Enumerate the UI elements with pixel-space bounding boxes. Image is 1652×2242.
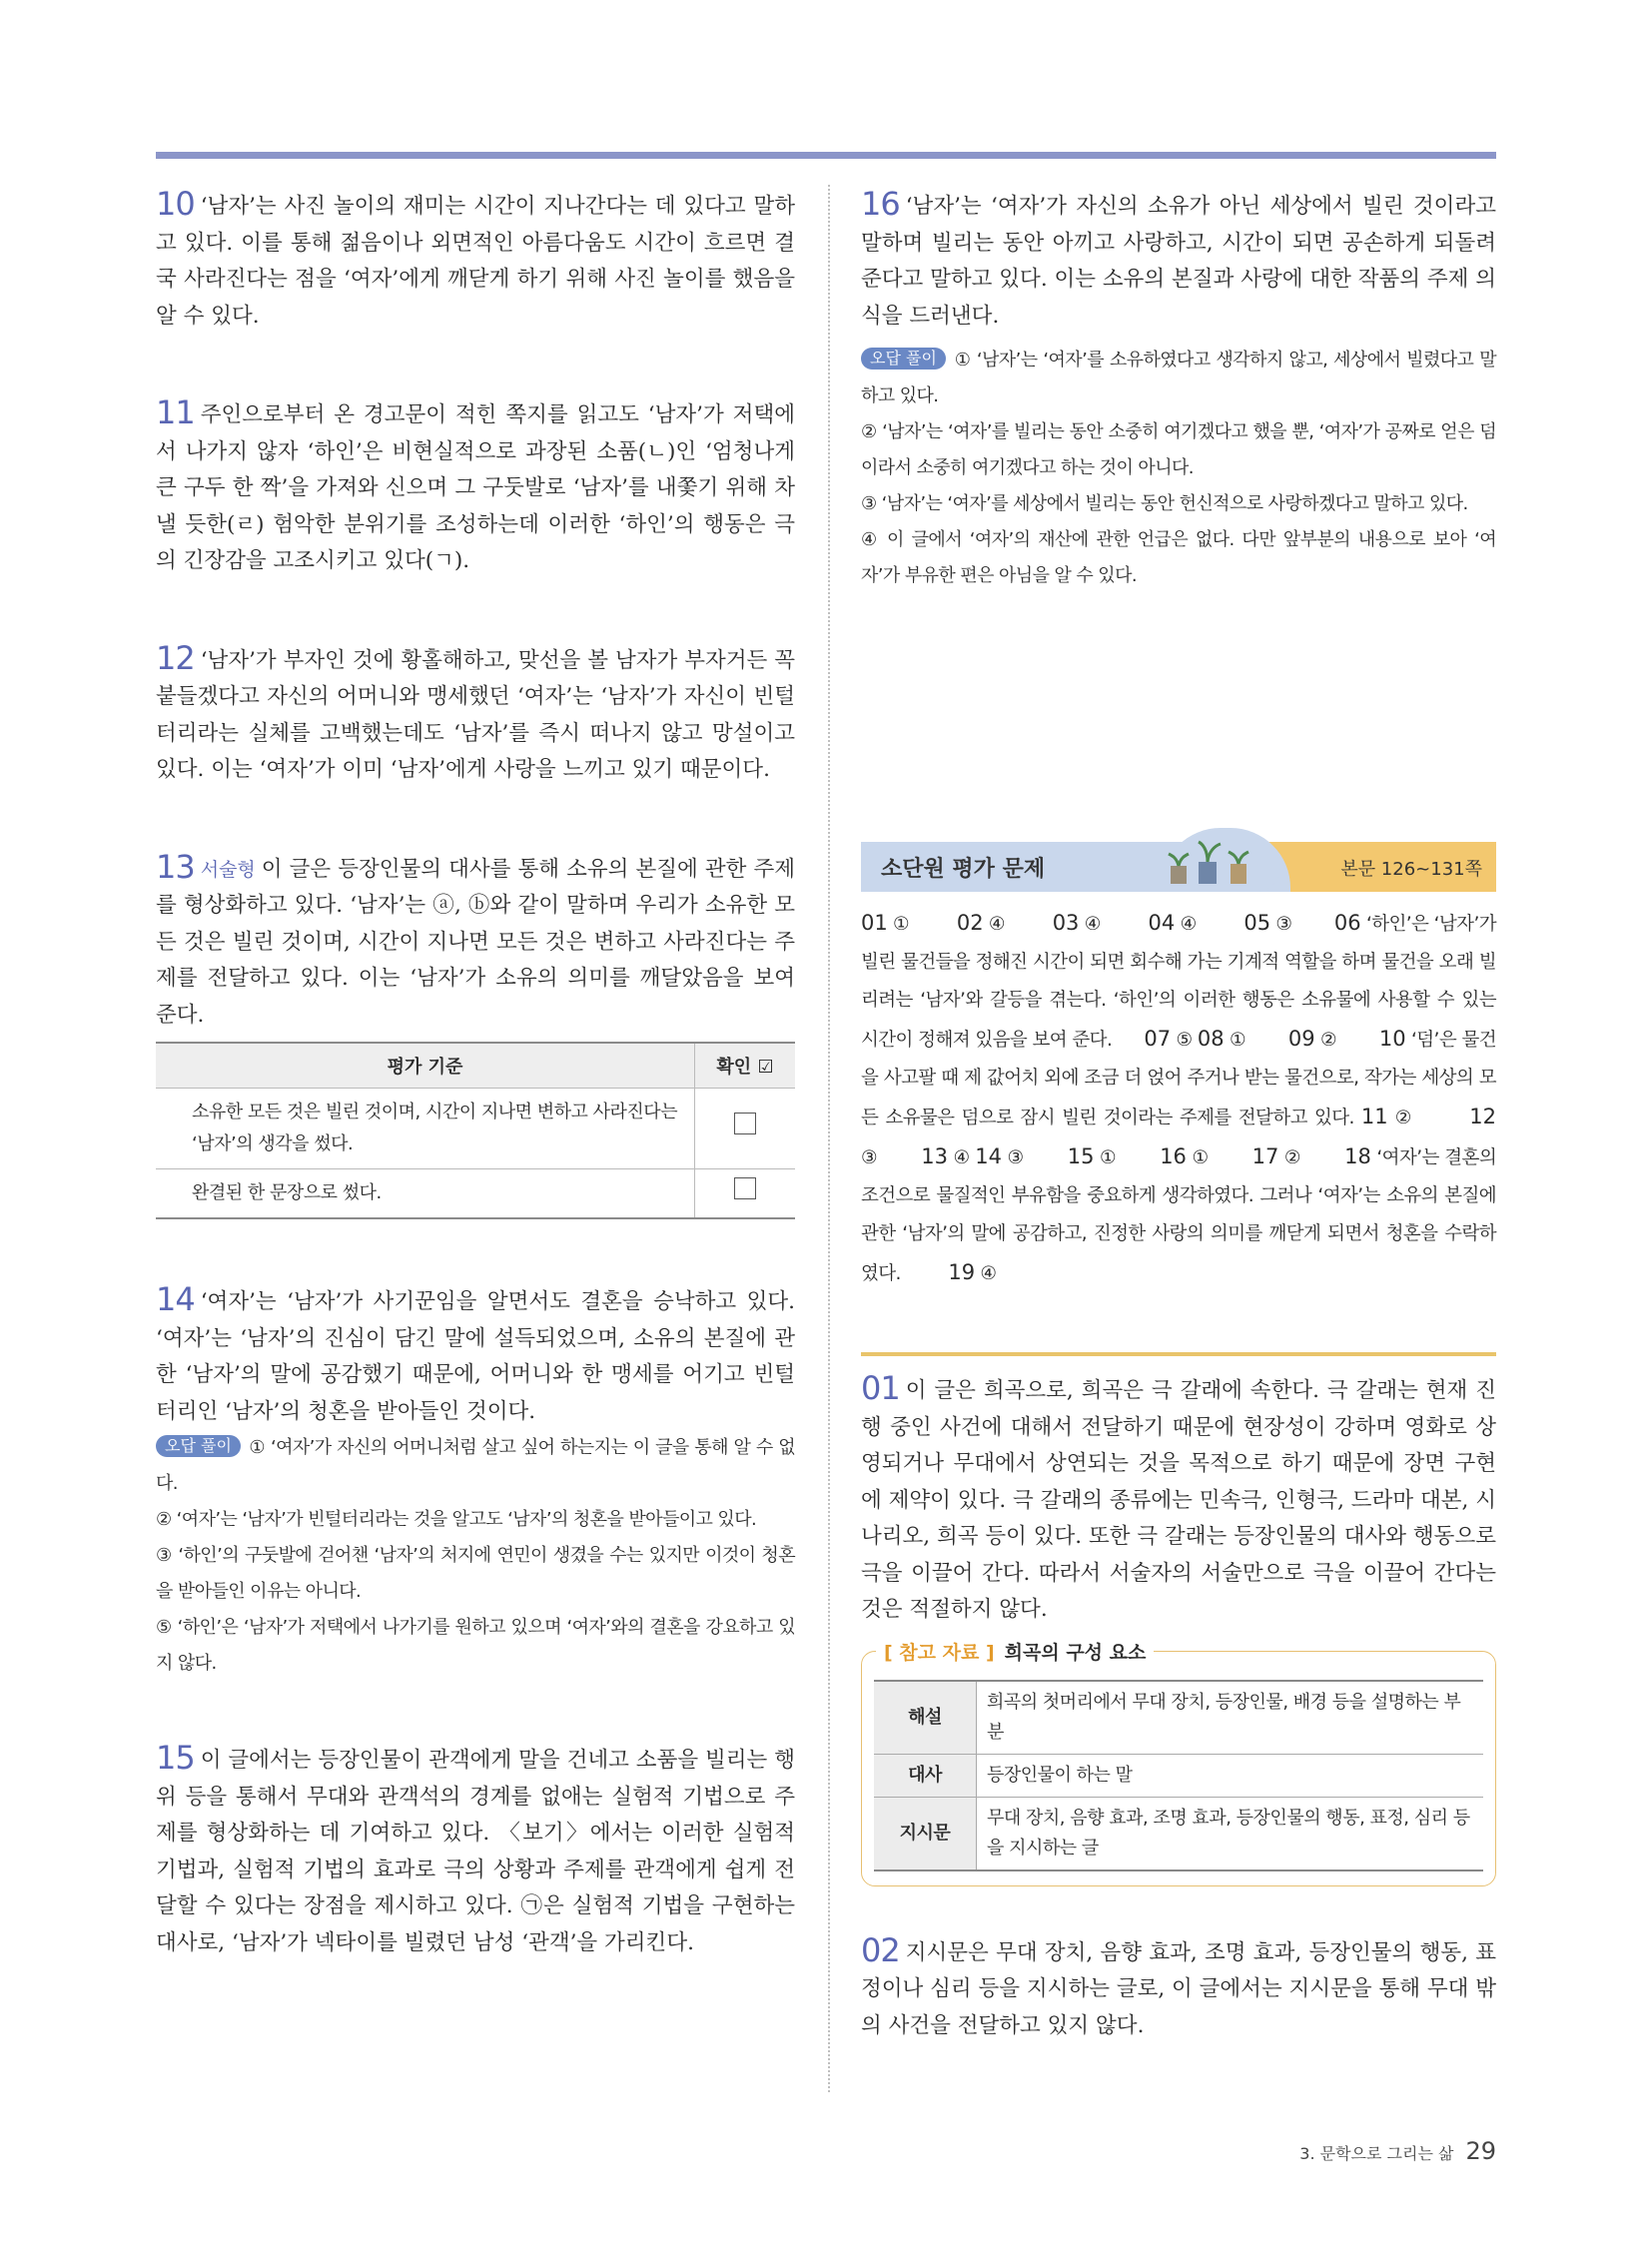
- explanation-e01: [861, 1370, 1496, 1629]
- explanation-12: [156, 640, 795, 789]
- answer-key: [861, 904, 1496, 1293]
- table-row: [156, 1169, 795, 1219]
- right-column-bottom: [861, 1370, 1496, 2044]
- answer-item: 12 ③: [861, 1105, 1496, 1168]
- question-number: 13: [156, 847, 195, 886]
- answer-item: 06 ‘하인’은 ‘남자’가 빌린 물건들을 정해진 시간이 되면 회수해 가는 기계적 역할을 하며 물건을 오래 빌리려는 ‘남자’와 갈등을 겪는다. ‘하인’의 이러한 행동은 소유물에 사용할 수 있는 시간이 정해져 있음을 보여 준다.: [861, 911, 1497, 1051]
- question-number: 12: [156, 638, 195, 677]
- answer-item: 16 ①: [1160, 1144, 1209, 1168]
- criteria-text: 완결된 한 문장으로 썼다.: [156, 1169, 695, 1219]
- explanation-text: 지시문은 무대 장치, 음향 효과, 조명 효과, 등장인물의 행동, 표정이나 심리 등을 지시하는 글로, 이 글에서는 지시문을 통해 무대 밖의 사건을 전달하고 있지 않다.: [861, 1939, 1496, 2038]
- note-text: ④ 이 글에서 ‘여자’의 재산에 관한 언급은 없다. 다만 앞부분의 내용으로 보아 ‘여자’가 부유한 편은 아님을 알 수 있다.: [861, 529, 1496, 586]
- question-number: 01: [861, 1369, 900, 1407]
- plant-pots-icon: [1153, 832, 1282, 892]
- question-number: 16: [861, 185, 900, 223]
- answer-item: 08 ①: [1197, 1027, 1246, 1051]
- explanation-text: ‘남자’는 ‘여자’가 자신의 소유가 아닌 세상에서 빌린 것이라고 말하며 빌리는 동안 아끼고 사랑하고, 시간이 되면 공손하게 되돌려 준다고 말하고 있다. 이는 소유의 본질과 사랑에 대한 작품의 주제 의식을 드러낸다.: [861, 194, 1496, 329]
- note-text: ② ‘여자’는 ‘남자’가 빈털터리라는 것을 알고도 ‘남자’의 청혼을 받아들이고 있다.: [156, 1509, 757, 1530]
- checkbox[interactable]: [734, 1113, 756, 1134]
- explanation-text: 이 글은 희곡으로, 희곡은 극 갈래에 속한다. 극 갈래는 현재 진행 중인 사건에 대해서 전달하기 때문에 현장성이 강하며 영화로 상영되거나 무대에서 상연되는 것을 목적으로 하기 때문에 장면 구현에 제약이 있다. 극 갈래의 종류에는 민속극, 인형극, 드라마 대본, 시나리오, 희곡 등이 있다. 또한 극 갈래는 등장인물의 대사와 행동으로 극을 이끌어 간다. 따라서 서술자의 서술만으로 극을 이끌어 간다는 것은 적절하지 않다.: [861, 1378, 1496, 1622]
- answer-item: 10 ‘덤’은 물건을 사고팔 때 제 값어치 외에 조금 더 얹어 주거나 받는 물건으로, 작가는 세상의 모든 소유물은 덤으로 잠시 빌린 것이라는 주제를 전달하고 있다.: [861, 1027, 1496, 1128]
- explanation-text: 주인으로부터 온 경고문이 적힌 쪽지를 읽고도 ‘남자’가 저택에서 나가지 않자 ‘하인’은 비현실적으로 과장된 소품(ㄴ)인 ‘엄청나게 큰 구두 한 짝’을 가져와 신으며 그 구둣발로 ‘남자’를 내쫓기 위해 차 낼 듯한(ㄹ) 험악한 분위기를 조성하는데 이러한 ‘하인’의 행동은 극의 긴장감을 고조시키고 있다(ㄱ).: [156, 402, 795, 573]
- table-header-check: 확인 ☑: [695, 1043, 796, 1089]
- table-row: [156, 1089, 795, 1169]
- answer-item: 02 ④: [956, 911, 1005, 935]
- table-row: 해설 희곡의 첫머리에서 무대 장치, 등장인물, 배경 등을 설명하는 부분: [874, 1681, 1483, 1755]
- reference-box: [861, 1641, 1496, 1886]
- wrong-answer-badge: 오답 풀이: [861, 348, 946, 370]
- explanation-14: [156, 1281, 795, 1682]
- explanation-11: [156, 394, 795, 580]
- page-number: 29: [1465, 2137, 1496, 2165]
- answer-item: 05 ③: [1243, 911, 1292, 935]
- explanation-13: [156, 849, 795, 1220]
- note-text: ③ ‘남자’는 ‘여자’를 세상에서 빌리는 동안 헌신적으로 사랑하겠다고 말하고 있다.: [861, 493, 1468, 514]
- answer-item: 18 ‘여자’는 결혼의 조건으로 물질적인 부유함을 중요하게 생각하였다. 그러나 ‘여자’는 소유의 본질에 관한 ‘남자’의 말에 공감하고, 진정한 사랑의 의미를 깨닫게 되면서 청혼을 수락하였다.: [861, 1144, 1497, 1284]
- answer-item: 03 ④: [1052, 911, 1101, 935]
- page-footer: [1299, 2137, 1496, 2165]
- right-column-top: [861, 186, 1496, 594]
- checkbox[interactable]: [734, 1177, 756, 1199]
- question-number: 15: [156, 1739, 195, 1777]
- banner-page-range: 본문 126~131쪽: [1340, 859, 1482, 880]
- answer-item: 19 ④: [948, 1260, 997, 1284]
- answer-item: 15 ①: [1067, 1144, 1117, 1168]
- explanation-text: 이 글은 등장인물의 대사를 통해 소유의 본질에 관한 주제를 형상화하고 있다. ‘남자’는 ⓐ, ⓑ와 같이 말하며 우리가 소유한 모든 것은 빌린 것이며, 시간이 지나면 모든 것은 변하고 사라진다는 주제를 전달하고 있다. 이는 ‘남자’가 소유의 의미를 깨달았음을 보여 준다.: [156, 856, 795, 1028]
- note-text: ① ‘남자’는 ‘여자’를 소유하였다고 생각하지 않고, 세상에서 빌렸다고 말하고 있다.: [861, 350, 1496, 406]
- explanation-text: ‘남자’가 부자인 것에 황홀해하고, 맞선을 볼 남자가 부자거든 꼭 붙들겠다고 자신의 어머니와 맹세했던 ‘여자’는 ‘남자’가 자신이 빈털터리라는 실체를 고백했는데도 ‘남자’를 즉시 떠나지 않고 망설이고 있다. 이는 ‘여자’가 이미 ‘남자’에게 사랑을 느끼고 있기 때문이다.: [156, 647, 795, 782]
- question-number: 11: [156, 393, 195, 431]
- note-text: ② ‘남자’는 ‘여자’를 빌리는 동안 소중히 여기겠다고 했을 뿐, ‘여자’가 공짜로 얻은 덤이라서 소중히 여기겠다고 하는 것이 아니다.: [861, 421, 1496, 478]
- answer-divider: [861, 1352, 1496, 1356]
- note-text: ① ‘여자’가 자신의 어머니처럼 살고 싶어 하는지는 이 글을 통해 알 수 없다.: [156, 1437, 795, 1494]
- note-text: ⑤ ‘하인’은 ‘남자’가 저택에서 나가기를 원하고 있으며 ‘여자’와의 결혼을 강요하고 있지 않다.: [156, 1617, 795, 1674]
- criteria-text: 소유한 모든 것은 빌린 것이며, 시간이 지나면 변하고 사라진다는 ‘남자’의 생각을 썼다.: [156, 1089, 695, 1169]
- table-row: 지시문 무대 장치, 음향 효과, 조명 효과, 등장인물의 행동, 표정, 심리 등을 지시하는 글: [874, 1797, 1483, 1870]
- reference-table: [874, 1680, 1483, 1871]
- table-row: 대사 등장인물이 하는 말: [874, 1754, 1483, 1797]
- wrong-answer-badge: 오답 풀이: [156, 1435, 241, 1457]
- answer-item: 04 ④: [1148, 911, 1197, 935]
- answer-item: 09 ②: [1287, 1027, 1337, 1051]
- answer-item: 17 ②: [1251, 1144, 1301, 1168]
- explanation-10: [156, 186, 795, 335]
- table-header-criteria: 평가 기준: [156, 1043, 695, 1089]
- explanation-text: ‘남자’는 사진 놀이의 재미는 시간이 지나간다는 데 있다고 말하고 있다. 이를 통해 젊음이나 외면적인 아름다움도 시간이 흐르면 결국 사라진다는 점을 ‘여자’에게 깨닫게 하기 위해 사진 놀이를 했음을 알 수 있다.: [156, 194, 795, 329]
- answer-item: 07 ⑤: [1144, 1027, 1193, 1051]
- banner-title: 소단원 평가 문제: [881, 857, 1046, 882]
- explanation-15: [156, 1740, 795, 1961]
- answer-item: 14 ③: [975, 1144, 1024, 1168]
- evaluation-table: [156, 1042, 795, 1219]
- explanation-text: ‘여자’는 ‘남자’가 사기꾼임을 알면서도 결혼을 승낙하고 있다. ‘여자’는 ‘남자’의 진심이 담긴 말에 설득되었으며, 소유의 본질에 관한 ‘남자’의 말에 공감했기 때문에, 어머니와 한 맹세를 어기고 빈털터리인 ‘남자’의 청혼을 받아들인 것이다.: [156, 1289, 795, 1424]
- explanation-text: 이 글에서는 등장인물이 관객에게 말을 건네고 소품을 빌리는 행위 등을 통해서 무대와 관객석의 경계를 없애는 실험적 기법으로 주제를 형상화하는 데 기여하고 있다. 〈보기〉에서는 이러한 실험적 기법과, 실험적 기법의 효과로 극의 상황과 주제를 관객에게 쉽게 전달할 수 있다는 장점을 제시하고 있다. ㉠은 실험적 기법을 구현하는 대사로, ‘남자’가 넥타이를 빌렸던 남성 ‘관객’을 가리킨다.: [156, 1748, 795, 1955]
- answer-item: 01 ①: [861, 911, 910, 935]
- essay-label: 서술형: [200, 858, 256, 881]
- answer-item: 13 ④: [921, 1144, 970, 1168]
- column-divider: [828, 185, 830, 2092]
- section-title: 3. 문학으로 그리는 삶: [1299, 2144, 1454, 2163]
- explanation-e02: [861, 1932, 1496, 2045]
- note-text: ③ ‘하인’의 구둣발에 걷어챈 ‘남자’의 처지에 연민이 생겼을 수는 있지만 이것이 청혼을 받아들인 이유는 아니다.: [156, 1545, 795, 1602]
- question-number: 02: [861, 1930, 900, 1969]
- top-rule: [156, 152, 1496, 159]
- question-number: 10: [156, 185, 195, 223]
- left-column: [156, 186, 795, 1961]
- question-number: 14: [156, 1280, 195, 1318]
- explanation-16: [861, 186, 1496, 594]
- reference-heading: [ 참고 자료 ] 희곡의 구성 요소: [876, 1638, 1154, 1665]
- answer-item: 11 ②: [1360, 1105, 1413, 1128]
- unit-test-banner: [861, 842, 1496, 892]
